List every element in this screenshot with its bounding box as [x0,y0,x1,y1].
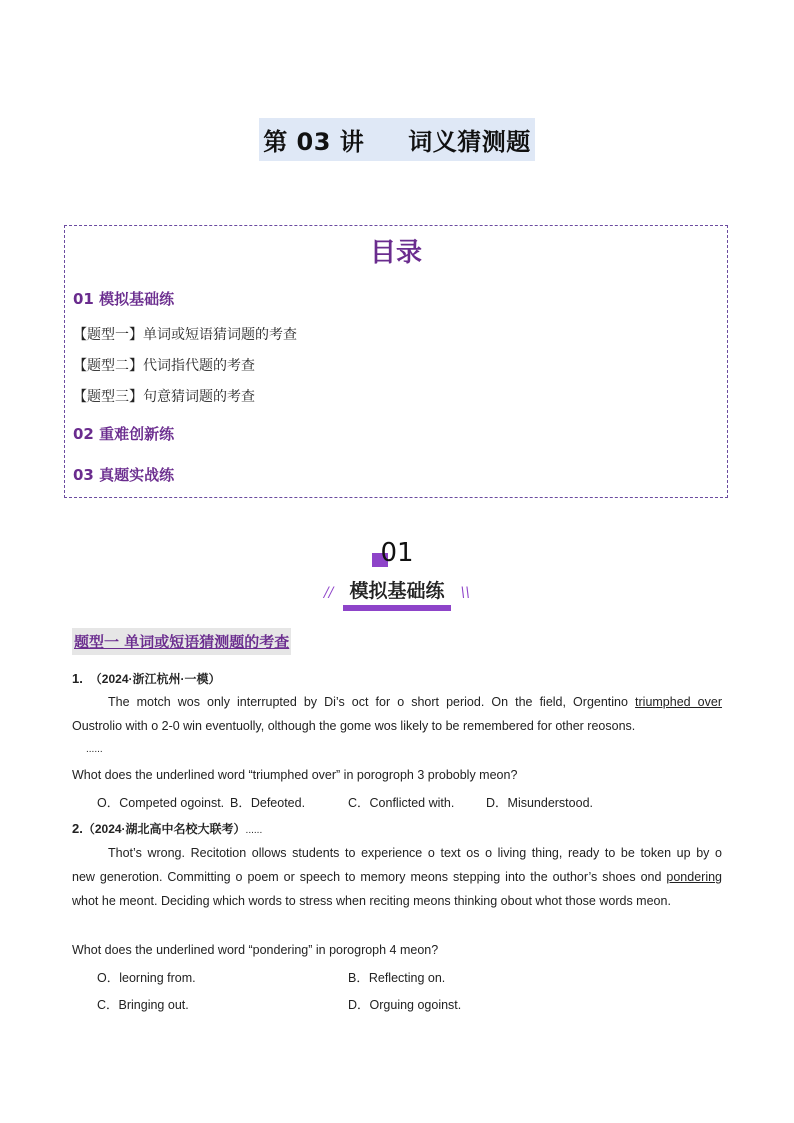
q2-question: Whot does the underlined word “pondering” in porogroph 4 meon? [72,943,439,957]
q1-underlined-phrase: triumphed over [635,695,723,709]
q1-option-b[interactable]: B．Defeoted. [230,796,306,810]
q1-option-a[interactable]: O．Competed ogoinst. [97,796,225,810]
question-type-heading: 题型一 单词或短语猜测题的考查 [72,628,291,655]
q1-header [72,670,221,687]
toc-subitem-type3[interactable]: 【题型三】句意猜词题的考查 [73,389,255,405]
q1-passage-line2: Oustrolio with o 2-0 win eventuolly, olthough the gome wos likely to be remembered for other reosons. [72,719,636,733]
q2-passage-line2: new generotion. Committing o poem or speech to memory meons stepping into the outhor’s shoes ond pondering [72,870,722,884]
banner-right-mark: \\ [460,585,470,601]
title-topic: 词义猜测题 [408,128,531,156]
q2-passage-line1: Thot’s wrong. Recitotion ollows students to experience o text os o living thing, ready to be token up by o [108,846,722,860]
q2-option-d[interactable]: D．Orguing ogoinst. [348,998,462,1012]
q1-passage-line1: The motch wos only interrupted by Di’s oct for o short period. On the field, Orgentino triumphed over [108,695,723,709]
q2-underlined-word: pondering [666,870,722,884]
q1-option-d[interactable]: D．Misunderstood. [486,796,593,810]
q1-question: Whot does the underlined word “triumphed over” in porogroph 3 probobly meon? [72,768,518,782]
q2-passage-line3: whot he meont. Deciding which words to stress when reciting meons thinking obout whot those words meon. [72,894,671,908]
title-lecture: 第 03 讲 [263,128,365,156]
q1-ellipsis: ...... [86,744,103,755]
toc-subitem-type2[interactable]: 【题型二】代词指代题的考查 [73,358,255,374]
toc-subitem-type1[interactable]: 【题型一】单词或短语猜词题的考查 [73,327,297,343]
q2-source: （2024·湖北高中名校大联考） [82,822,246,836]
toc-section-03[interactable]: 03 真题实战练 [73,466,175,484]
q1-option-c[interactable]: C．Conflicted with. [348,796,455,810]
q2-number: 2. [72,821,83,836]
section-title-banner [0,576,794,611]
q1-source: （2024·浙江杭州·一模） [89,672,221,686]
table-of-contents [64,225,728,498]
q2-option-b[interactable]: B．Reflecting on. [348,971,446,985]
q1-number: 1. [72,671,83,686]
banner-left-mark: // [324,585,334,601]
page-title [0,118,794,161]
section-number: 01 [380,538,414,568]
q2-ellipsis: ...... [245,825,263,836]
q2-option-a[interactable]: O．leorning from. [97,971,196,985]
toc-section-02[interactable]: 02 重难创新练 [73,425,175,443]
section-title: 模拟基础练 [343,576,450,611]
toc-heading: 目录 [369,238,422,268]
toc-section-01[interactable]: 01 模拟基础练 [73,290,175,308]
q2-option-c[interactable]: C．Bringing out. [97,998,189,1012]
q2-header [72,820,262,837]
